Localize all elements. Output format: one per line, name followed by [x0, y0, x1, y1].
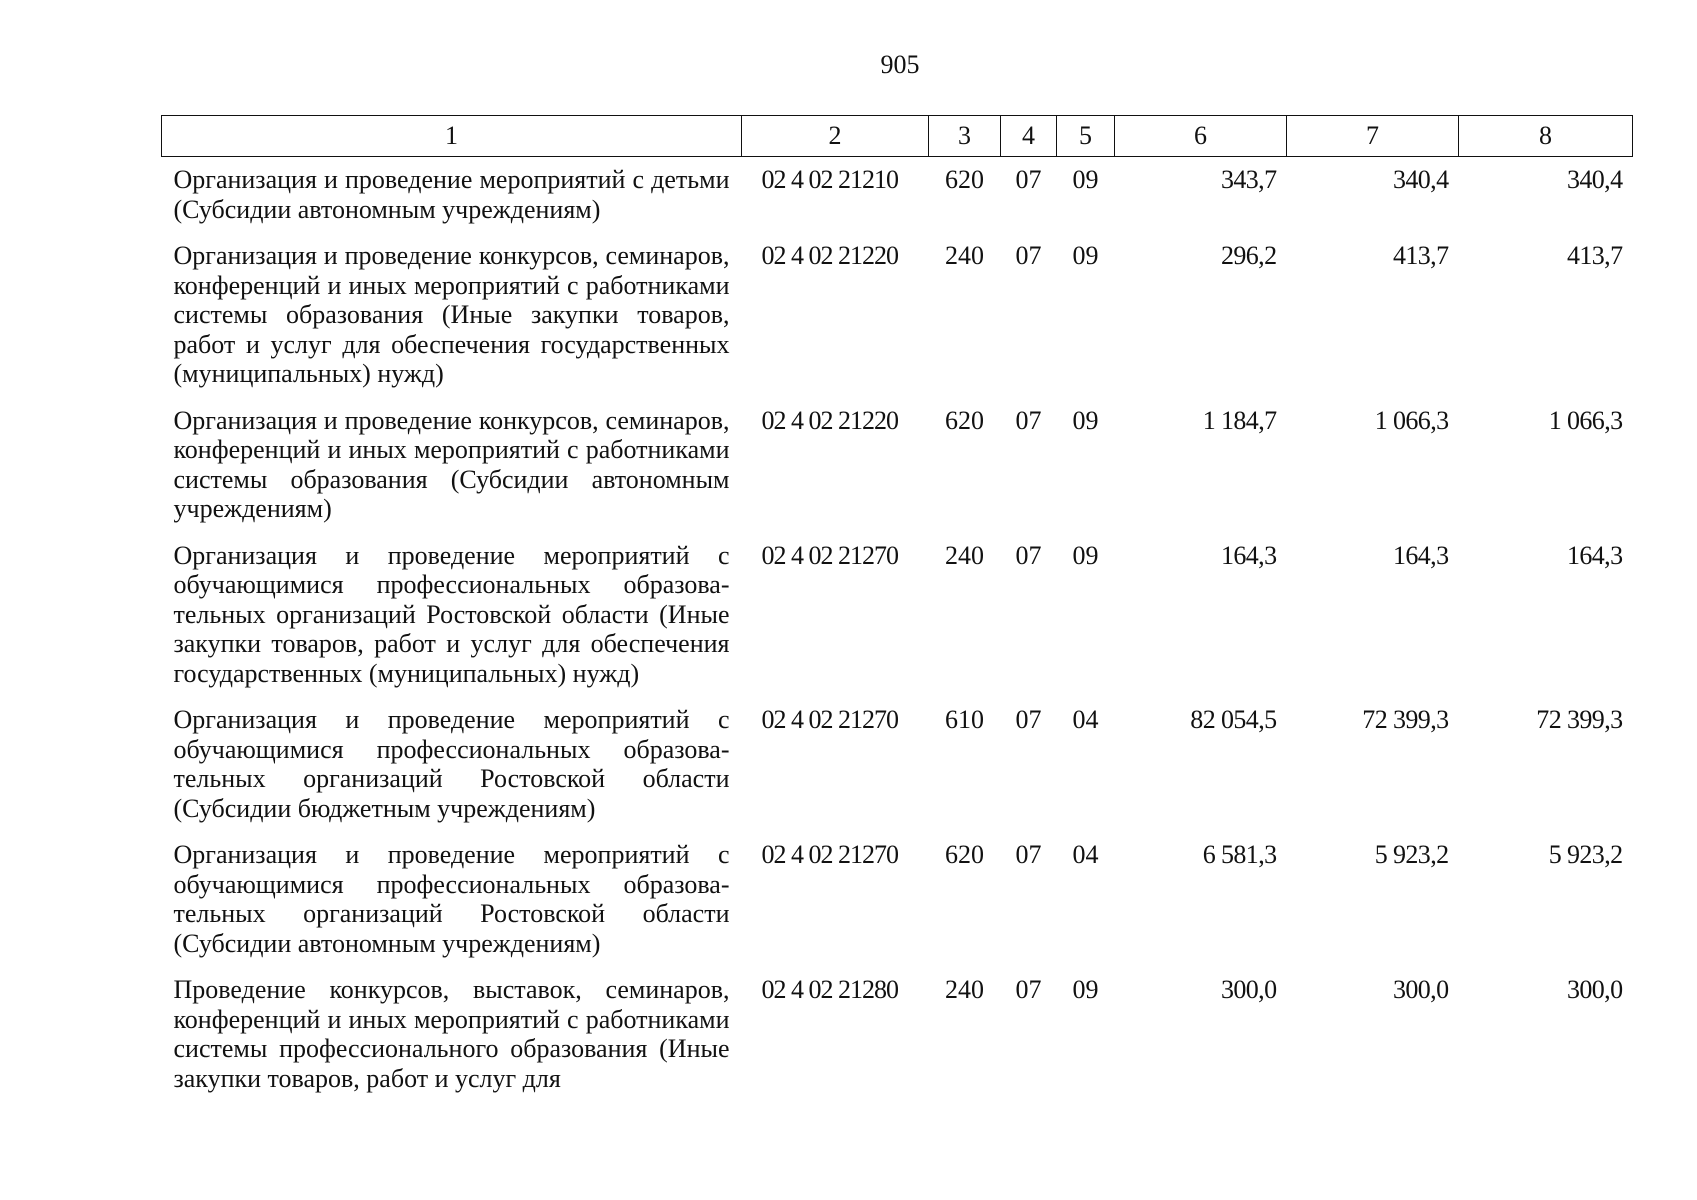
expense-type-code: 240: [945, 540, 984, 570]
table-row: [162, 398, 1633, 533]
amount-col7: 5 923,2: [1374, 840, 1449, 869]
column-header: 4: [1001, 116, 1057, 157]
target-article-code: 02 4 02 21270: [761, 540, 898, 570]
table-row: [162, 832, 1633, 967]
column-header: 2: [742, 116, 929, 157]
amount-col8: 413,7: [1566, 241, 1623, 270]
table-row: [162, 233, 1633, 398]
target-article-code: 02 4 02 21270: [761, 705, 898, 734]
amount-col6: 296,2: [1220, 241, 1277, 270]
amount-col6: 343,7: [1220, 165, 1277, 194]
subsection-code: 04: [1072, 705, 1099, 734]
subsection-code: 09: [1072, 405, 1099, 435]
amount-col8: 72 399,3: [1536, 705, 1623, 734]
amount-col6: 300,0: [1220, 975, 1277, 1004]
amount-col6: 1 184,7: [1202, 405, 1277, 435]
expense-type-code: 240: [945, 241, 984, 270]
section-code: 07: [1015, 540, 1042, 570]
amount-col7: 1 066,3: [1374, 405, 1449, 435]
subsection-code: 09: [1072, 165, 1099, 194]
column-header: 3: [929, 116, 1001, 157]
subsection-code: 09: [1072, 540, 1099, 570]
target-article-code: 02 4 02 21280: [761, 975, 898, 1004]
item-description: Организация и проведение конкурсов, семинаров, конференций и иных мероприятий с работниками системы образования (Иные закупки товаров, работ и услуг для обеспечения государственных (муниципальных) нужд): [173, 241, 730, 388]
amount-col8: 1 066,3: [1548, 405, 1623, 435]
column-number-header-row: [162, 116, 1633, 157]
item-description: Организация и проведение мероприятий с обучающимися профессиональных образовательных организаций Ростовской области (Субсидии автономным учреждениям): [173, 840, 730, 958]
target-article-code: 02 4 02 21220: [761, 405, 898, 435]
amount-col8: 5 923,2: [1548, 840, 1623, 869]
amount-col7: 72 399,3: [1362, 705, 1449, 734]
table-row: [162, 157, 1633, 234]
expense-type-code: 240: [945, 975, 984, 1004]
target-article-code: 02 4 02 21220: [761, 241, 898, 270]
expense-type-code: 620: [945, 405, 984, 435]
amount-col6: 82 054,5: [1190, 705, 1277, 734]
subsection-code: 09: [1072, 975, 1099, 1004]
amount-col8: 164,3: [1566, 540, 1623, 570]
item-description: Организация и проведение мероприятий с обучающимися профессиональных образовательных организаций Ростовской области (Иные закупки товаров, работ и услуг для обеспечения государственных (муниципальных) нужд): [173, 540, 730, 688]
amount-col6: 6 581,3: [1202, 840, 1277, 869]
item-description: Проведение конкурсов, выставок, семинаров, конференций и иных мероприятий с работниками системы профессионального образования (Иные закупки товаров, работ и услуг для: [173, 975, 730, 1093]
target-article-code: 02 4 02 21210: [761, 165, 898, 194]
item-description: Организация и проведение мероприятий с обучающимися профессиональных образовательных организаций Ростовской области (Субсидии бюджетным учреждениям): [173, 705, 730, 823]
section-code: 07: [1015, 405, 1042, 435]
item-description: Организация и проведение конкурсов, семинаров, конференций и иных мероприятий с работниками системы образования (Субсидии автономным учреждениям): [173, 405, 730, 523]
table-row: [162, 533, 1633, 698]
section-code: 07: [1015, 975, 1042, 1004]
item-description: Организация и проведение мероприятий с детьми (Субсидии автономным учреждениям): [173, 165, 730, 224]
column-header: 5: [1057, 116, 1115, 157]
section-code: 07: [1015, 705, 1042, 734]
subsection-code: 04: [1072, 840, 1099, 869]
column-header: 8: [1459, 116, 1633, 157]
subsection-code: 09: [1072, 241, 1099, 270]
table-row: [162, 697, 1633, 832]
expense-type-code: 620: [945, 840, 984, 869]
table-row: [162, 967, 1633, 1102]
section-code: 07: [1015, 840, 1042, 869]
column-header: 6: [1115, 116, 1287, 157]
amount-col6: 164,3: [1220, 540, 1277, 570]
amount-col7: 413,7: [1392, 241, 1449, 270]
amount-col8: 300,0: [1566, 975, 1623, 1004]
budget-table: [161, 115, 1633, 1102]
target-article-code: 02 4 02 21270: [761, 840, 898, 869]
amount-col7: 164,3: [1392, 540, 1449, 570]
expense-type-code: 620: [945, 165, 984, 194]
expense-type-code: 610: [945, 705, 984, 734]
column-header: 7: [1287, 116, 1459, 157]
section-code: 07: [1015, 165, 1042, 194]
amount-col7: 300,0: [1392, 975, 1449, 1004]
amount-col8: 340,4: [1566, 165, 1623, 194]
page-number: 905: [880, 50, 920, 79]
column-header: 1: [162, 116, 742, 157]
section-code: 07: [1015, 241, 1042, 270]
amount-col7: 340,4: [1392, 165, 1449, 194]
